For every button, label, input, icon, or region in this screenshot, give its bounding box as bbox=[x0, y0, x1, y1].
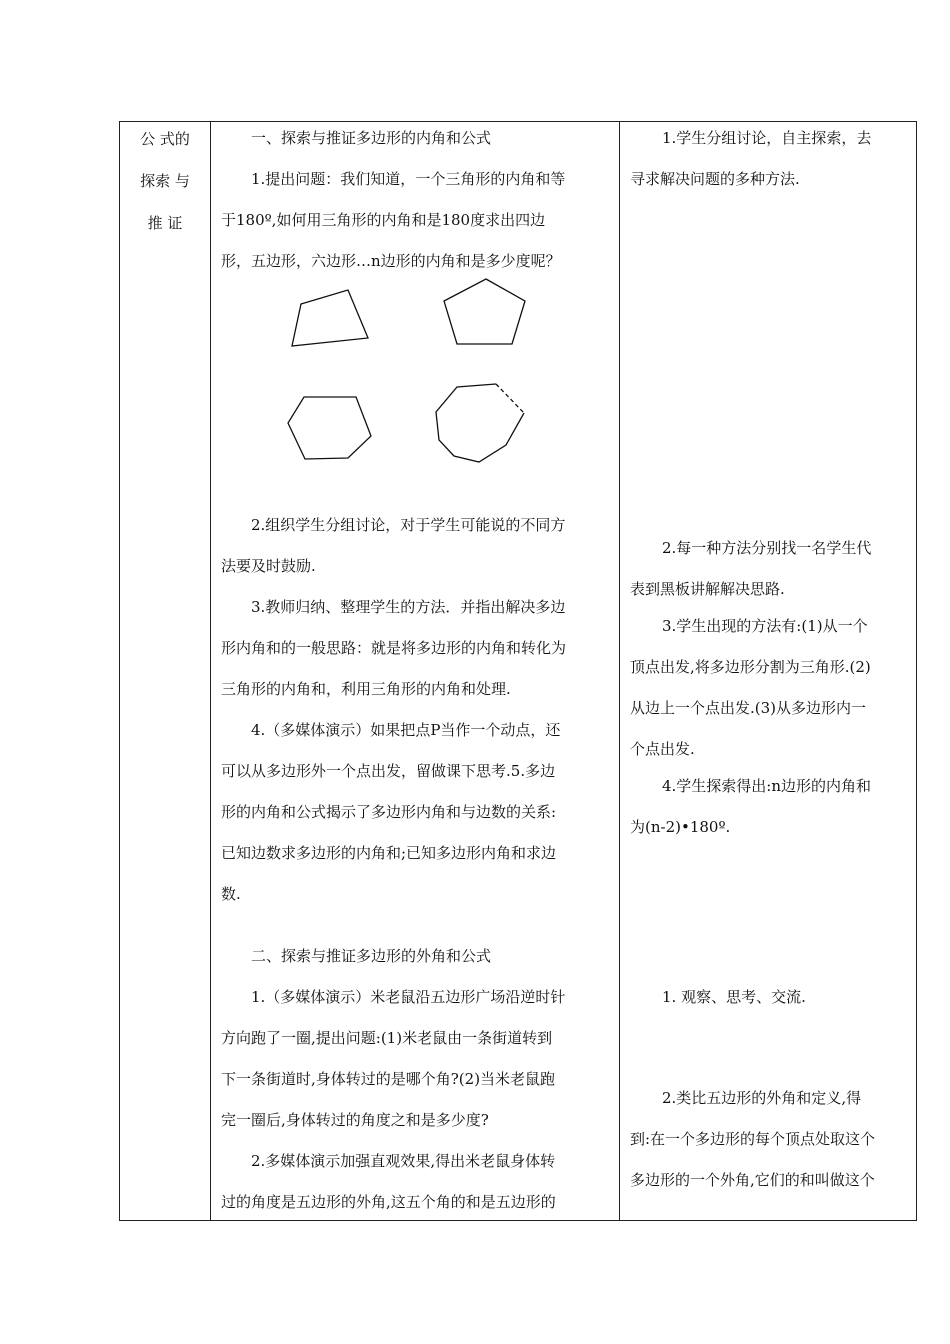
paragraph-line: 1.（多媒体演示）米老鼠沿五边形广场沿逆时针 bbox=[251, 988, 566, 1006]
student-activity-cell bbox=[620, 122, 917, 1221]
paragraph-line: 多边形的一个外角,它们的和叫做这个 bbox=[630, 1171, 875, 1189]
teacher-activity-content bbox=[211, 122, 619, 1220]
paragraph-line: 完一圈后,身体转过的角度之和是多少度? bbox=[221, 1111, 489, 1129]
paragraph-line: 到:在一个多边形的每个顶点处取这个 bbox=[630, 1130, 876, 1148]
paragraph-line: 方向跑了一圈,提出问题:(1)米老鼠由一条街道转到 bbox=[221, 1029, 553, 1047]
paragraph-line: 2.多媒体演示加强直观效果,得出米老鼠身体转 bbox=[251, 1152, 556, 1170]
paragraph-line: 下一条街道时,身体转过的是哪个角?(2)当米老鼠跑 bbox=[221, 1070, 556, 1088]
section-title: 一、探索与推证多边形的内角和公式 bbox=[251, 129, 492, 147]
paragraph-line: 表到黑板讲解解决思路. bbox=[630, 580, 785, 598]
paragraph-line: 数. bbox=[221, 885, 241, 903]
paragraph-line: 三角形的内角和，利用三角形的内角和处理. bbox=[221, 680, 511, 698]
paragraph-line: 2.类比五边形的外角和定义,得 bbox=[662, 1089, 862, 1107]
stage-label-line: 公 式的 bbox=[140, 130, 190, 148]
paragraph-line: 已知边数求多边形的内角和;已知多边形内角和求边 bbox=[221, 844, 557, 862]
section-title: 二、探索与推证多边形的外角和公式 bbox=[251, 947, 492, 965]
stage-label-line: 探索 与 bbox=[140, 172, 190, 190]
paragraph-line: 4.（多媒体演示）如果把点P当作一个动点，还 bbox=[251, 721, 561, 739]
n-gon-dashed-edge bbox=[496, 384, 524, 413]
paragraph-line: 2.每一种方法分别找一名学生代 bbox=[662, 539, 872, 557]
paragraph-line: 1.学生分组讨论，自主探索，去 bbox=[662, 129, 872, 147]
paragraph-line: 法要及时鼓励. bbox=[221, 557, 316, 575]
polygon-figures bbox=[211, 122, 619, 482]
paragraph-line: 3.学生出现的方法有:(1)从一个 bbox=[662, 617, 868, 635]
paragraph-line: 从边上一个点出发.(3)从多边形内一 bbox=[630, 699, 867, 717]
student-activity-content bbox=[620, 122, 916, 1220]
table-row bbox=[120, 122, 917, 1221]
pentagon-shape bbox=[444, 279, 525, 344]
quadrilateral-shape bbox=[292, 290, 368, 346]
hexagon-shape bbox=[288, 397, 371, 459]
paragraph-line: 2.组织学生分组讨论，对于学生可能说的不同方 bbox=[251, 516, 566, 534]
stage-label-cell bbox=[120, 122, 211, 1221]
paragraph-line: 可以从多边形外一个点出发，留做课下思考.5.多边 bbox=[221, 762, 556, 780]
paragraph-line: 形内角和的一般思路：就是将多边形的内角和转化为 bbox=[221, 639, 567, 657]
paragraph-line: 于180º,如何用三角形的内角和是180度求出四边 bbox=[221, 211, 546, 229]
paragraph-line: 1.提出问题：我们知道，一个三角形的内角和等 bbox=[251, 170, 566, 188]
paragraph-line: 顶点出发,将多边形分割为三角形.(2) bbox=[630, 658, 871, 676]
paragraph-line: 过的角度是五边形的外角,这五个角的和是五边形的 bbox=[221, 1193, 556, 1211]
n-gon-shape bbox=[436, 384, 524, 462]
paragraph-line: 为(n-2)•180º. bbox=[630, 818, 731, 836]
stage-label-content bbox=[120, 122, 210, 1220]
paragraph-line: 3.教师归纳、整理学生的方法．并指出解决多边 bbox=[251, 598, 566, 616]
lesson-table bbox=[119, 121, 917, 1221]
paragraph-line: 形，五边形，六边形…n边形的内角和是多少度呢？ bbox=[221, 252, 561, 270]
paragraph-line: 形的内角和公式揭示了多边形内角和与边数的关系: bbox=[221, 803, 557, 821]
teacher-activity-cell bbox=[211, 122, 620, 1221]
paragraph-line: 1. 观察、思考、交流. bbox=[662, 988, 806, 1006]
paragraph-line: 个点出发. bbox=[630, 740, 695, 758]
paragraph-line: 寻求解决问题的多种方法. bbox=[630, 170, 800, 188]
stage-label-line: 推 证 bbox=[147, 214, 183, 232]
paragraph-line: 4.学生探索得出:n边形的内角和 bbox=[662, 777, 872, 795]
